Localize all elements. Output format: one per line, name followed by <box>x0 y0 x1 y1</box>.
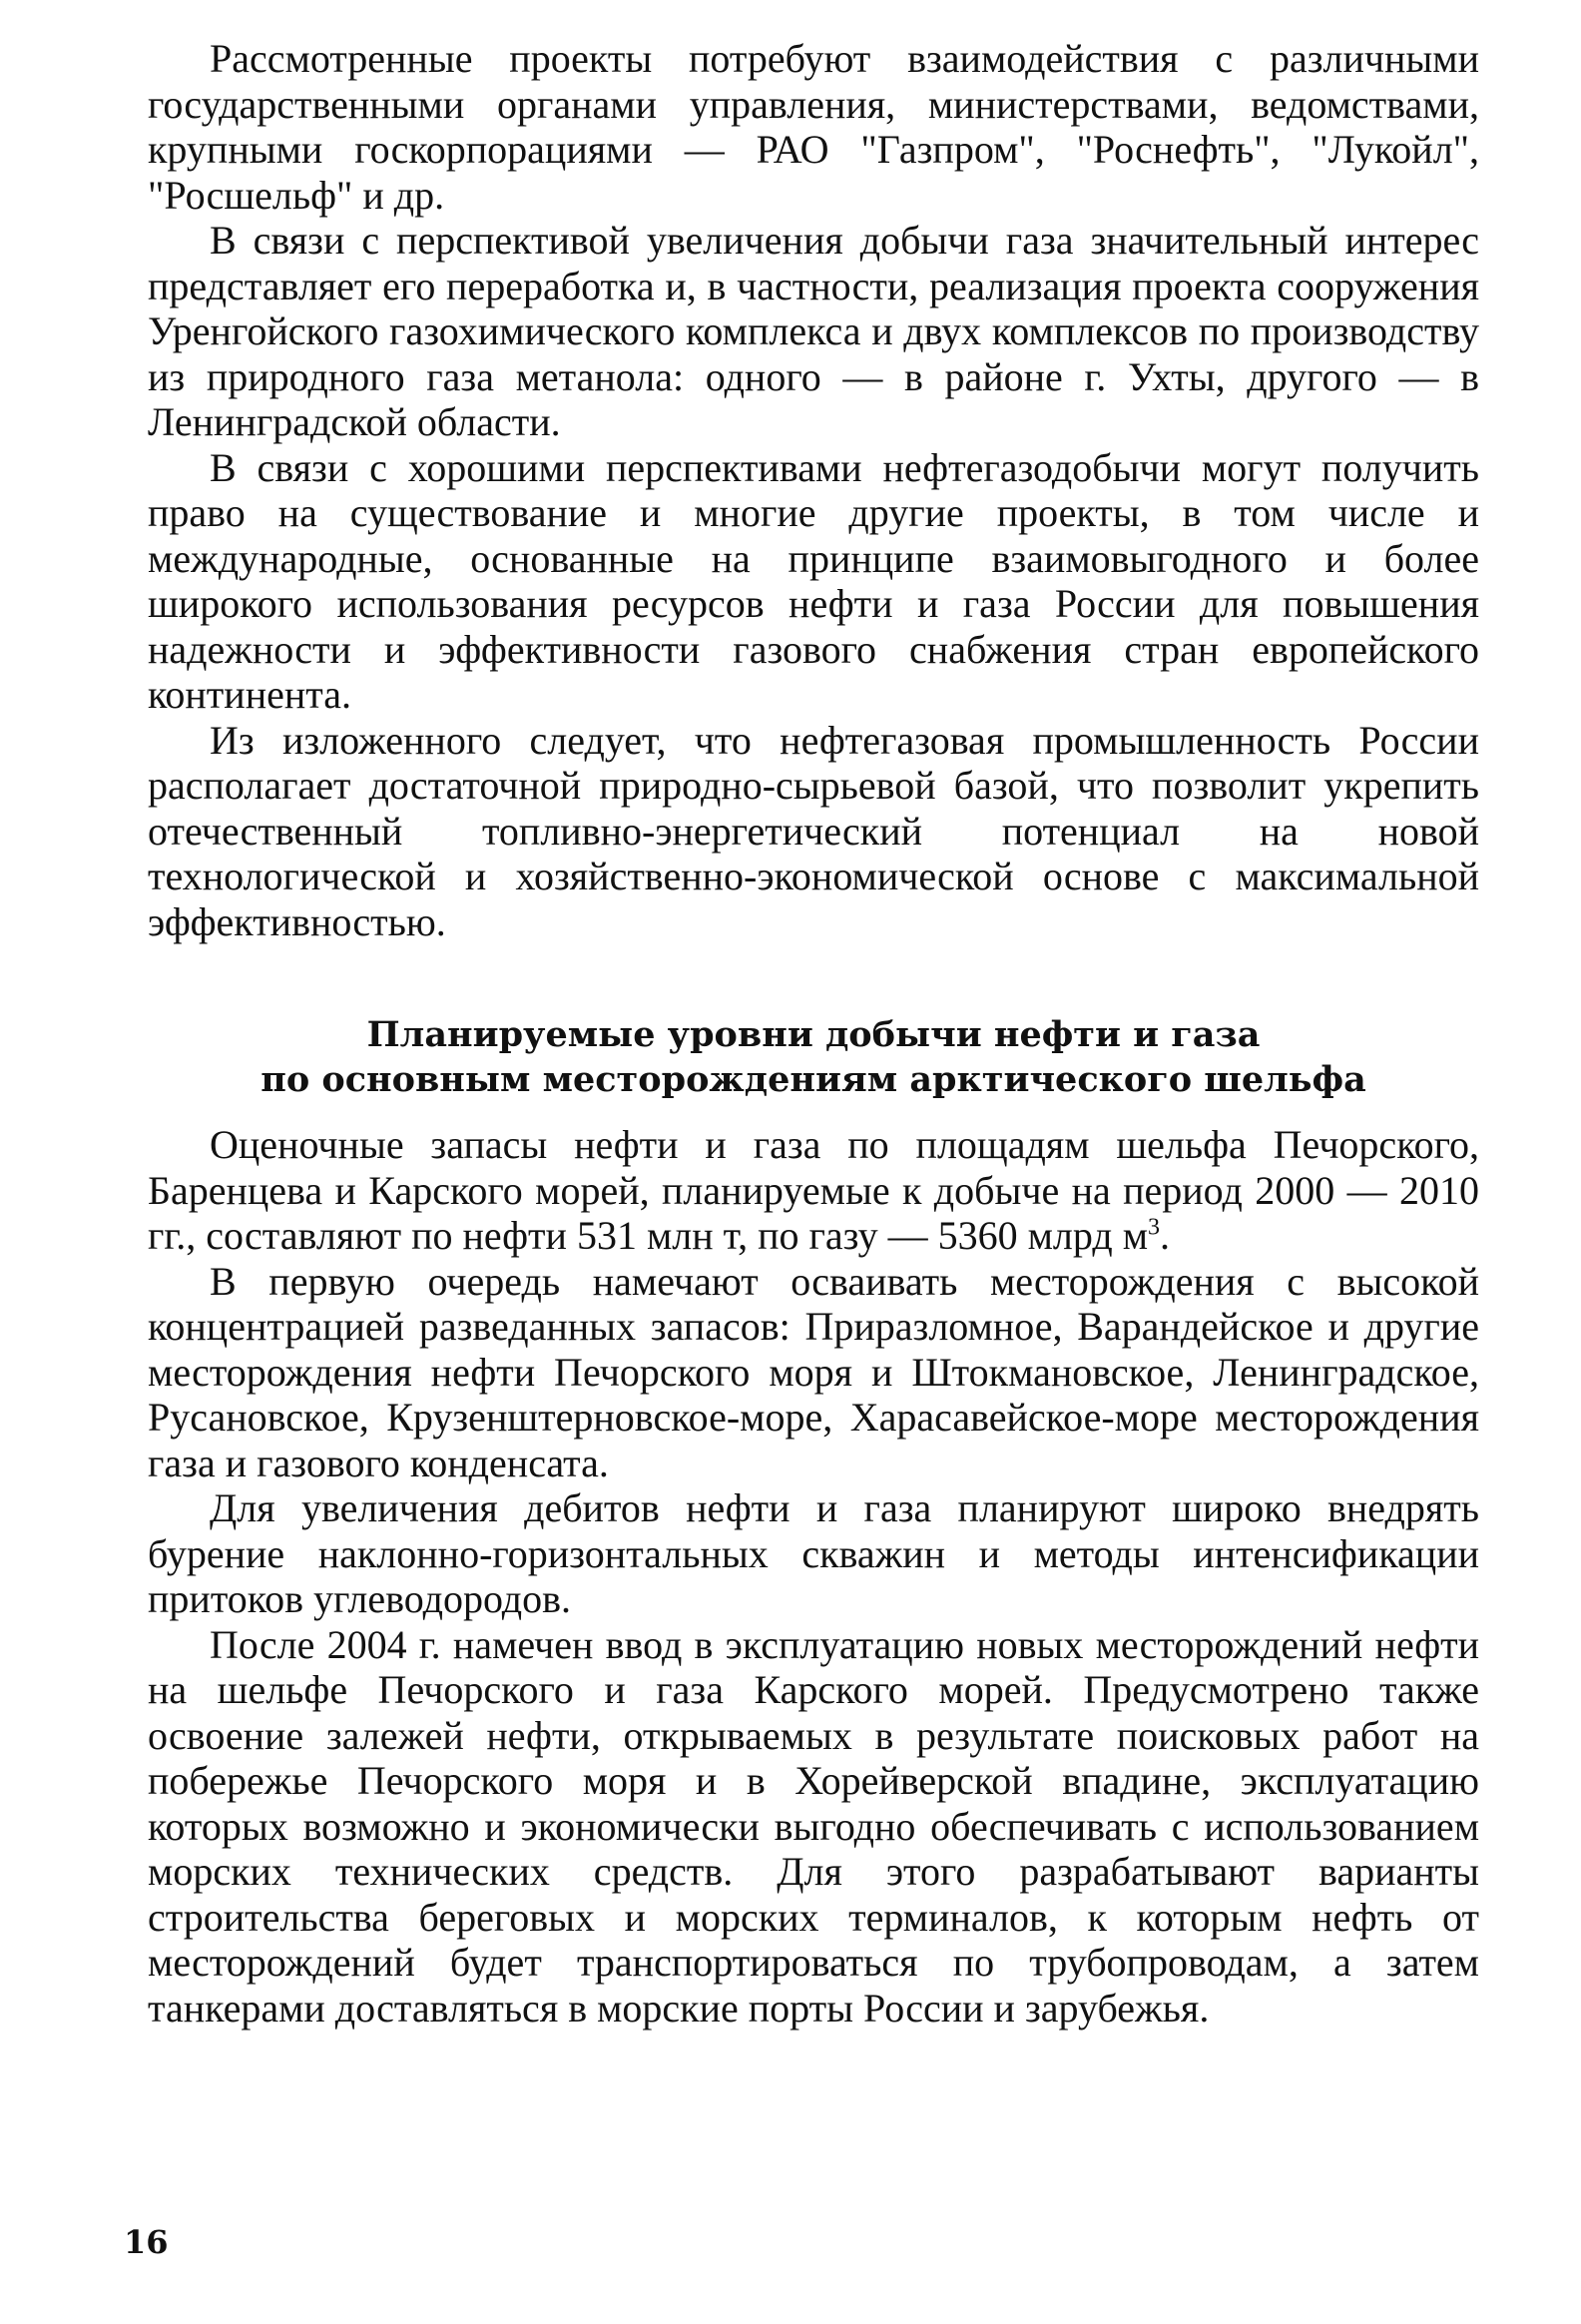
paragraph-after-2004: После 2004 г. намечен ввод в эксплуатацию новых месторождений нефти на шельфе Печорского и газа Карского морей. Предусмотрено также освоение залежей нефти, открываемых в результате поисковых работ на побережье Печорского моря и в Хорейверской впадине, эксплуатацию которых возможно и экономически выгодно обеспечивать с использованием морских технических средств. Для этого разрабатывают варианты строительства береговых и морских терминалов, к которым нефть от месторождений будет транспортироваться по трубопроводам, а затем танкерами доставляться в морские порты России и зарубежья. <box>148 1621 1479 2031</box>
paragraph-reserves <box>148 1122 1479 1259</box>
cubic-superscript: 3 <box>1148 1214 1161 1241</box>
paragraph-gas-processing: В связи с перспективой увеличения добычи газа значительный интерес представляет его переработка и, в частности, реализация проекта сооружения Уренгойского газохимического комплекса и двух комплексов по производству из природного газа метанола: одного — в районе г. Ухты, другого — в Ленинградской области. <box>148 218 1479 444</box>
paragraph-projects: Рассмотренные проекты потребуют взаимодействия с различными государственными органами управления, министерствами, ведомствами, крупными госкорпорациями — РАО "Газпром", "Роснефть", "Лукойл", "Росшельф" и др. <box>148 36 1479 218</box>
section-text-block <box>148 1122 1479 2031</box>
paragraph-drilling: Для увеличения дебитов нефти и газа планируют широко внедрять бурение наклонно-горизонтальных скважин и методы интенсификации притоков углеводородов. <box>148 1485 1479 1621</box>
page-number: 16 <box>124 2223 169 2261</box>
paragraph-first-fields: В первую очередь намечают осваивать месторождения с высокой концентрацией разведанных запасов: Приразломное, Варандейское и другие месторождения нефти Печорского моря и Штокмановское, Ленинградское, Русановское, Крузенштерновское-море, Харасавейское-море месторождения газа и газового конденсата. <box>148 1258 1479 1485</box>
section-heading <box>148 1012 1479 1102</box>
section-heading-line-2: по основным месторождениям арктического шельфа <box>261 1059 1366 1100</box>
paragraph-conclusion: Из изложенного следует, что нефтегазовая промышленность России располагает достаточной природно-сырьевой базой, что позволит укрепить отечественный топливно-энергетический потенциал на новой технологической и хозяйственно-экономической основе с максимальной эффективностью. <box>148 717 1479 944</box>
reserves-text: Оценочные запасы нефти и газа по площадям шельфа Печорского, Баренцева и Карского морей, планируемые к добыче на период 2000 — 2010 гг., составляют по нефти 531 млн т, по газу — 5360 млрд м <box>148 1122 1479 1258</box>
paragraph-international-projects: В связи с хорошими перспективами нефтегазодобычи могут получить право на существование и многие другие проекты, в том числе и международные, основанные на принципе взаимовыгодного и более широкого использования ресурсов нефти и газа России для повышения надежности и эффективности газового снабжения стран европейского континента. <box>148 444 1479 717</box>
section-heading-line-1: Планируемые уровни добычи нефти и газа <box>366 1014 1261 1055</box>
intro-text-block <box>148 36 1479 944</box>
reserves-end: . <box>1160 1213 1171 1258</box>
